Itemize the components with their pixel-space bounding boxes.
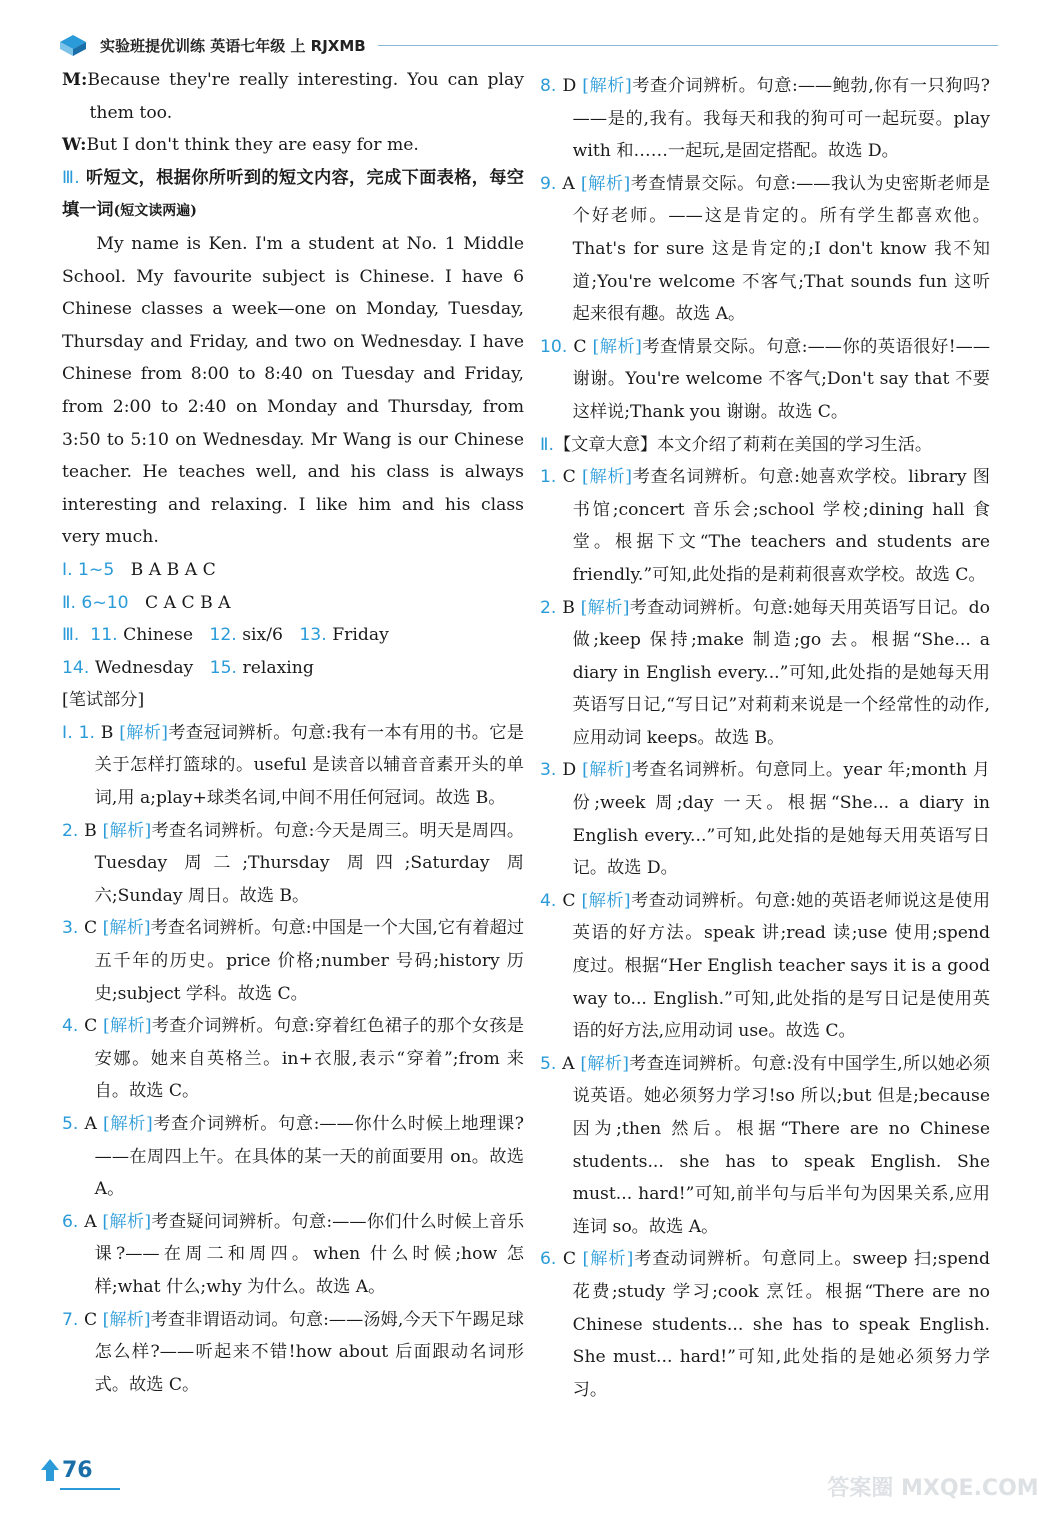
answer-item: 8. D [解析]考查介词辨析。句意:——鲍勃,你有一只狗吗?——是的,我有。我每天和我的狗可可一起玩耍。play with 和……一起玩,是固定搭配。故选 D。 bbox=[540, 76, 990, 162]
answer-line: Ⅰ. 1~5 B A B A C bbox=[62, 559, 216, 580]
answer-item: 4. C [解析]考查介词辨析。句意:穿着红色裙子的那个女孩是安娜。她来自英格兰。in+衣服,表示“穿着”;from 来自。故选 C。 bbox=[62, 1016, 525, 1102]
watermark-logo bbox=[827, 1440, 1039, 1530]
answer-item: Ⅰ. 1. B [解析]考查冠词辨析。句意:我有一本有用的书。它是关于怎样打篮球的。useful 是读音以辅音音素开头的单词,用 a;play+球类名词,中间不用任何冠词。故选 B。 bbox=[62, 722, 524, 809]
dialog-line: M:Because they're really interesting. You can play them too. bbox=[62, 70, 524, 123]
answer-item: 10. C [解析]考查情景交际。句意:——你的英语很好!——谢谢。You're welcome 不客气;Don't say that 不要这样说;Thank you 谢谢。故选 C。 bbox=[540, 336, 991, 422]
left-column bbox=[62, 64, 524, 1401]
answer-item: 2. B [解析]考查名词辨析。句意:今天是周三。明天是周四。Tuesday 周二;Thursday 周四;Saturday 周六;Sunday 周日。故选 B。 bbox=[62, 820, 525, 906]
written-section-title: [笔试部分] bbox=[62, 690, 145, 711]
answer-item: 3. C [解析]考查名词辨析。句意:中国是一个大国,它有着超过五千年的历史。price 价格;number 号码;history 历史;subject 学科。故选 C。 bbox=[62, 918, 525, 1004]
answer-item: 1. C [解析]考查名词辨析。句意:她喜欢学校。library 图书馆;concert 音乐会;school 学校;dining hall 食堂。根据下文“The teachers and students are friendly.”可知,此处指的是莉莉很喜欢学校。故选 C。 bbox=[540, 467, 990, 585]
answer-item: 6. C [解析]考查动词辨析。句意同上。sweep 扫;spend 花费;study 学习;cook 烹饪。根据“There are no Chinese students... she has to speak English. She must... hard!”可知,此处指的是她必须努力学习。 bbox=[540, 1249, 990, 1400]
book-title: 实验班提优训练 英语七年级 上 RJXMB bbox=[100, 36, 366, 55]
answer-item: 7. C [解析]考查非谓语动词。句意:——汤姆,今天下午踢足球怎么样?——听起来不错!how about 后面跟动名词形式。故选 C。 bbox=[62, 1309, 524, 1395]
page-number bbox=[40, 1452, 93, 1488]
page-number-text: 76 bbox=[62, 1457, 93, 1483]
answer-line: Ⅱ. 6~10 C A C B A bbox=[62, 592, 231, 613]
up-arrow-icon bbox=[40, 1457, 60, 1483]
answer-item: 5. A [解析]考查连词辨析。句意:没有中国学生,所以她必须说英语。她必须努力学习!so 所以;but 但是;because 因为;then 然后。根据“There are no Chinese students... she has to speak English. She must... hard!”可知,前半句与后半句为因果关系,应用连词 so。故选 A。 bbox=[540, 1053, 991, 1237]
answer-item: 2. B [解析]考查动词辨析。句意:她每天用英语写日记。do 做;keep 保持;make 制造;go 去。根据“She... a diary in English every...”可知,此处指的是她每天用英语写日记,“写日记”对莉莉来说是一个经常性的动作,应用动词 keeps。故选 B。 bbox=[540, 597, 990, 748]
answer-item: 5. A [解析]考查介词辨析。句意:——你什么时候上地理课?——在周四上午。在具体的某一天的前面要用 on。故选 A。 bbox=[62, 1114, 524, 1200]
answer-item: 4. C [解析]考查动词辨析。句意:她的英语老师说这是使用英语的好方法。speak 讲;read 读;use 使用;spend 度过。根据“Her English teacher says it is a good way to... English.”可知,此处指的是写日记是使用英语的好方法,应用动词 use。故选 C。 bbox=[540, 890, 991, 1042]
answer-line: 14. Wednesday 15. relaxing bbox=[62, 657, 314, 678]
section-3-heading: Ⅲ. 听短文，根据你所听到的短文内容，完成下面表格，每空填一词(短文读两遍) bbox=[62, 167, 524, 221]
page-number-underline bbox=[60, 1488, 120, 1490]
answer-item: 6. A [解析]考查疑问词辨析。句意:——你们什么时候上音乐课?——在周二和周四。when 什么时候;how 怎样;what 什么;why 为什么。故选 A。 bbox=[62, 1211, 525, 1297]
dialog-line: W:But I don't think they are easy for me. bbox=[62, 135, 419, 156]
book-logo-icon bbox=[58, 32, 88, 58]
right-column bbox=[540, 70, 990, 1406]
header-rule bbox=[378, 45, 998, 46]
listening-passage: My name is Ken. I'm a student at No. 1 Middle School. My favourite subject is Chinese. I have 6 Chinese classes a week—one on Monday, Tuesday, Thursday and Friday, and two on Wednesday. I have Chinese from 8:00 to 8:40 on Tuesday and Friday, from 2:00 to 2:40 on Monday and Thursday, from 3:50 to 5:10 on Wednesday. Mr Wang is our Chinese teacher. He teaches well, and his class is always interesting and relaxing. I like him and his class very much. bbox=[62, 233, 524, 548]
answer-item: 9. A [解析]考查情景交际。句意:——我认为史密斯老师是个好老师。——这是肯定的。所有学生都喜欢他。That's for sure 这是肯定的;I don't know 我不知道;You're welcome 不客气;That sounds fun 这听起来很有趣。故选 A。 bbox=[540, 173, 991, 325]
answer-item: 3. D [解析]考查名词辨析。句意同上。year 年;month 月份;week 周;day 一天。根据“She... a diary in English every...”可知,此处指的是她每天用英语写日记。故选 D。 bbox=[540, 760, 990, 879]
page-header bbox=[58, 30, 998, 60]
section-2-summary: Ⅱ.【文章大意】本文介绍了莉莉在美国的学习生活。 bbox=[540, 434, 933, 455]
answer-line: Ⅲ. 11. Chinese 12. six/6 13. Friday bbox=[62, 625, 389, 646]
watermark-text: 答案圈 MXQE.COM bbox=[827, 1476, 1039, 1501]
